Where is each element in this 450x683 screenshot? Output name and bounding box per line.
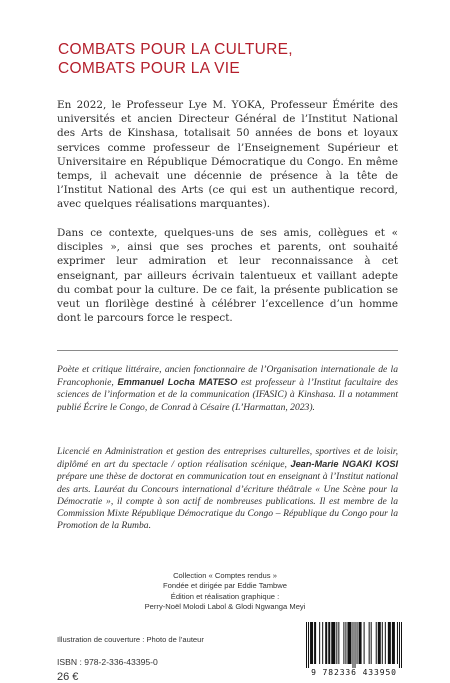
barcode-bar-6 <box>325 622 327 664</box>
blurb-paragraph-2 <box>57 226 398 325</box>
barcode-bar-23 <box>382 622 383 664</box>
barcode-bar-24 <box>385 622 386 664</box>
barcode-bar-0 <box>306 622 307 668</box>
blurb-paragraph-1-text: En 2022, le Professeur Lye M. YOKA, Professeur Émérite des universités et ancien Directeur Général de l’Institut National des Arts de Kinshasa, totalisait 50 années de bons et loyaux services comme professeur de l’Enseignement Supérieur et Universitaire en République Démocratique du Congo. En même temps, il achevait une décennie de présence à la tête de l’Institut National des Arts (ce qui est un authentique record, avec quelques réalisations marquantes). <box>57 99 398 211</box>
barcode-bar-10 <box>338 622 339 664</box>
barcode-bar-3 <box>314 622 316 664</box>
barcode-bar-12 <box>345 622 346 664</box>
barcode-bar-5 <box>322 622 323 664</box>
barcode-bar-18 <box>364 622 365 664</box>
isbn-barcode <box>302 622 406 678</box>
barcode-bar-14 <box>352 622 353 668</box>
author-bio-ngaki-kosi <box>57 446 398 532</box>
barcode-bar-21 <box>376 622 377 664</box>
bio1-text-before: Poète et critique littéraire, ancien fonctionnaire de l’Organisation internationale de la Francophonie, <box>57 364 398 389</box>
editors-line: Perry-Noël Molodi Labol & Glodi Ngwanga Meyi <box>144 602 306 612</box>
author-bio-mateso <box>57 364 398 414</box>
bio1-text-after: est professeur à l’Institut facultaire des sciences de l’information et de la communication (IFASIC) à Kinshasa. Il a notamment publié Écrire le Congo, de Conrad à Césaire (L’Harmattan, 2023). <box>57 377 398 413</box>
section-divider <box>57 350 398 351</box>
back-cover-title <box>58 40 293 78</box>
price: 26 € <box>57 671 79 683</box>
barcode-bar-27 <box>397 622 398 664</box>
edition-label-line: Édition et réalisation graphique : <box>170 591 280 601</box>
colophon <box>0 571 450 613</box>
title-line-1: COMBATS POUR LA CULTURE, <box>58 41 293 58</box>
barcode-bar-29 <box>401 622 402 668</box>
collection-line: Collection « Comptes rendus » <box>173 571 277 580</box>
barcode-bars <box>302 622 406 668</box>
author-name-ngaki-kosi: Jean-Marie NGAKI KOSI <box>290 459 398 470</box>
founder-line: Fondée et dirigée par Eddie Tambwe <box>163 581 287 591</box>
bio2-text-before: Licencié en Administration et gestion des entreprises culturelles, sportives et de loisir, diplômé en art du spectacle / option réalisation scénique, <box>57 446 398 471</box>
barcode-bar-16 <box>357 622 358 664</box>
barcode-bar-17 <box>359 622 362 664</box>
blurb-paragraph-1 <box>57 98 398 212</box>
barcode-bar-19 <box>369 622 370 664</box>
barcode-bar-11 <box>343 622 344 664</box>
barcode-bar-7 <box>328 622 330 664</box>
barcode-digits: 9 782336 433950 <box>302 668 406 677</box>
barcode-bar-28 <box>399 622 400 668</box>
illustration-credit: Illustration de couverture : Photo de l’auteur <box>57 635 204 644</box>
barcode-bar-1 <box>308 622 309 668</box>
barcode-bar-9 <box>336 622 337 664</box>
barcode-bar-22 <box>378 622 381 664</box>
barcode-bar-4 <box>319 622 320 664</box>
title-line-2: COMBATS POUR LA VIE <box>58 60 240 77</box>
bio2-text-after: prépare une thèse de doctorat en communication tout en enseignant à l’Institut national des arts. Lauréat du Concours international d’écriture théâtrale « Une Scène pour la Démocratie », il compte à son actif de nombreuses publications. Il est membre de la Commission Mixte République Démocratique du Congo – République du Congo pour la Promotion de la Rumba. <box>57 471 398 532</box>
barcode-bar-25 <box>388 622 391 664</box>
author-name-mateso: Emmanuel Locha MATESO <box>117 377 238 388</box>
barcode-bar-2 <box>310 622 313 664</box>
barcode-bar-13 <box>347 622 351 664</box>
barcode-bar-26 <box>392 622 395 664</box>
barcode-bar-15 <box>355 622 356 668</box>
isbn: ISBN : 978-2-336-43395-0 <box>57 657 158 667</box>
barcode-bar-20 <box>371 622 372 664</box>
barcode-bar-8 <box>331 622 335 664</box>
blurb-paragraph-2-text: Dans ce contexte, quelques-uns de ses amis, collègues et « disciples », ainsi que ses proches et parents, ont souhaité exprimer leur admiration et leur reconnaissance à cet enseignant, par ailleurs écrivain talentueux et vaillant adepte du combat pour la culture. De ce fait, la présente publication se veut un florilège destiné à célébrer l’excellence d’un homme dont le parcours force le respect. <box>57 227 398 325</box>
